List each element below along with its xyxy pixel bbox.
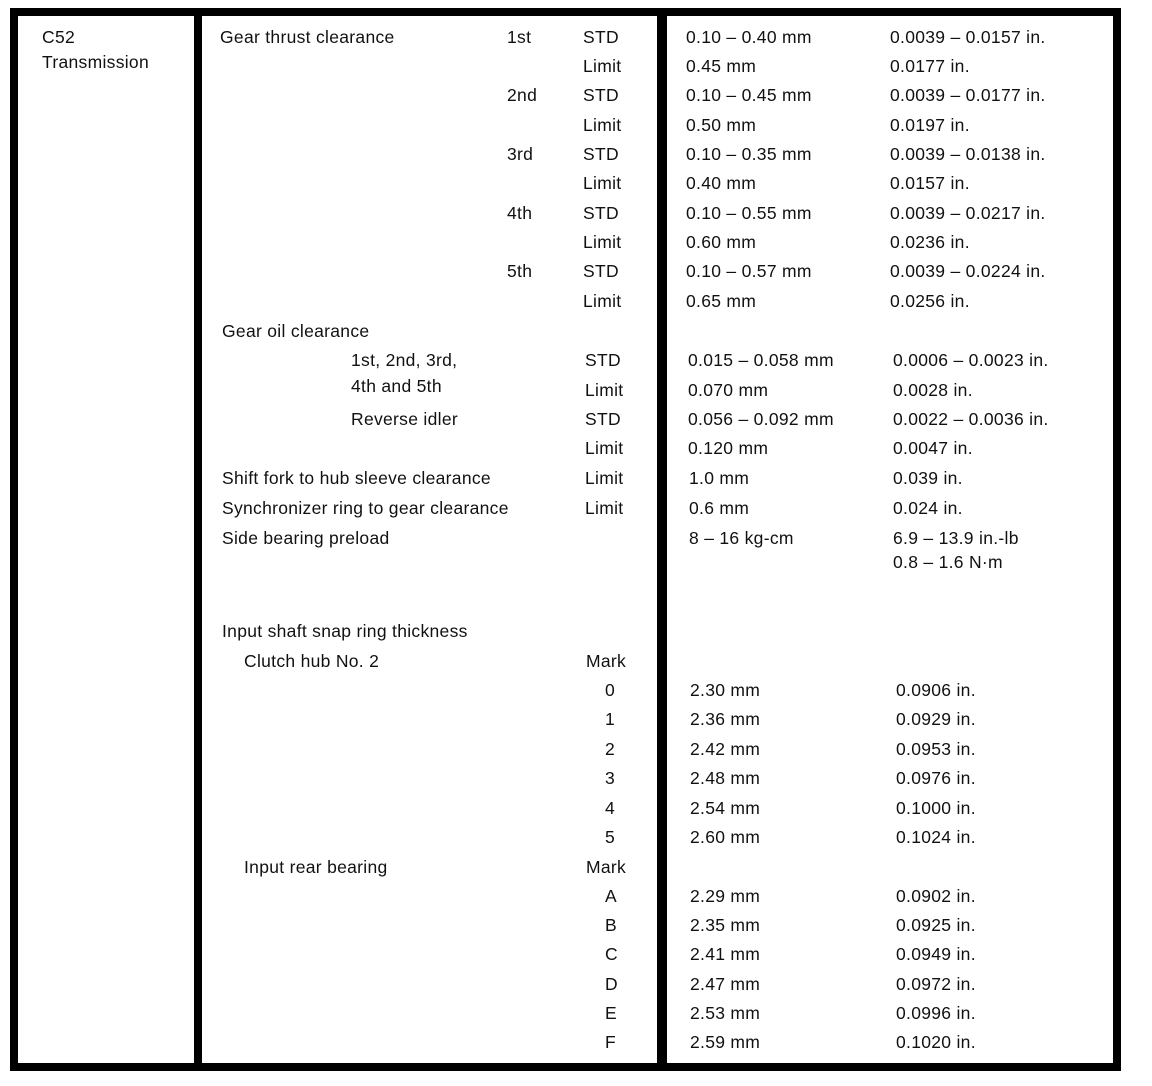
limit-mm: 0.070 mm (688, 380, 769, 400)
mark-label: Mark (586, 651, 627, 671)
gear-thrust-label: Gear thrust clearance (220, 27, 395, 47)
limit-in: 0.0197 in. (890, 115, 970, 135)
in-value: 0.1020 in. (896, 1032, 976, 1052)
limit-label: Limit (585, 438, 624, 458)
gear-label: 4th (507, 203, 533, 223)
limit-label: Limit (583, 291, 622, 311)
rear-bearing-label: Input rear bearing (244, 857, 388, 877)
std-mm: 0.10 – 0.45 mm (686, 85, 812, 105)
mark-value: 2 (605, 739, 616, 759)
limit-in: 0.0157 in. (890, 173, 970, 193)
mark-value: D (605, 974, 618, 994)
std-label: STD (583, 144, 619, 164)
bottom-border (10, 1063, 1120, 1071)
limit-mm: 0.60 mm (686, 232, 757, 252)
limit-mm: 0.40 mm (686, 173, 757, 193)
clutch-hub-label: Clutch hub No. 2 (244, 651, 380, 671)
synchro-label: Synchronizer ring to gear clearance (222, 498, 509, 518)
mark-value: C (605, 944, 618, 964)
mark-value: F (605, 1032, 616, 1052)
std-label: STD (585, 350, 621, 370)
std-in: 0.0022 – 0.0036 in. (893, 409, 1049, 429)
mm-value: 2.53 mm (690, 1003, 761, 1023)
limit-label: Limit (583, 56, 622, 76)
mm-value: 2.48 mm (690, 768, 761, 788)
gear-oil-group1-line2: 4th and 5th (351, 376, 442, 396)
side-bearing-nm: 0.8 – 1.6 N·m (893, 552, 1003, 572)
in-value: 0.0949 in. (896, 944, 976, 964)
right-border (1113, 8, 1121, 1071)
limit-label: Limit (585, 380, 624, 400)
std-in: 0.0039 – 0.0138 in. (890, 144, 1046, 164)
std-in: 0.0039 – 0.0217 in. (890, 203, 1046, 223)
synchro-mm: 0.6 mm (689, 498, 750, 518)
gear-oil-group2: Reverse idler (351, 409, 458, 429)
shift-fork-label: Shift fork to hub sleeve clearance (222, 468, 491, 488)
snap-ring-label: Input shaft snap ring thickness (222, 621, 468, 641)
column-divider-2 (657, 8, 667, 1071)
synchro-in: 0.024 in. (893, 498, 963, 518)
mark-value: A (605, 886, 617, 906)
limit-label: Limit (583, 232, 622, 252)
limit-in: 0.0028 in. (893, 380, 973, 400)
mark-value: E (605, 1003, 617, 1023)
std-label: STD (583, 261, 619, 281)
in-value: 0.0976 in. (896, 768, 976, 788)
limit-mm: 0.120 mm (688, 438, 769, 458)
left-border (10, 8, 18, 1071)
side-bearing-kgcm: 8 – 16 kg-cm (689, 528, 794, 548)
mm-value: 2.35 mm (690, 915, 761, 935)
mm-value: 2.36 mm (690, 709, 761, 729)
mm-value: 2.60 mm (690, 827, 761, 847)
limit-label: Limit (583, 173, 622, 193)
top-border (10, 8, 1120, 16)
std-label: STD (583, 27, 619, 47)
side-bearing-inlb: 6.9 – 13.9 in.-lb (893, 528, 1019, 548)
in-value: 0.0996 in. (896, 1003, 976, 1023)
column-divider-1 (194, 8, 202, 1071)
gear-label: 1st (507, 27, 532, 47)
gear-label: 3rd (507, 144, 534, 164)
limit-in: 0.0236 in. (890, 232, 970, 252)
std-mm: 0.10 – 0.40 mm (686, 27, 812, 47)
mm-value: 2.59 mm (690, 1032, 761, 1052)
section-name: Transmission (42, 52, 150, 72)
gear-label: 5th (507, 261, 533, 281)
std-in: 0.0039 – 0.0224 in. (890, 261, 1046, 281)
std-in: 0.0039 – 0.0157 in. (890, 27, 1046, 47)
limit-in: 0.0047 in. (893, 438, 973, 458)
in-value: 0.0906 in. (896, 680, 976, 700)
mark-value: B (605, 915, 617, 935)
mm-value: 2.29 mm (690, 886, 761, 906)
std-mm: 0.056 – 0.092 mm (688, 409, 834, 429)
std-mm: 0.10 – 0.35 mm (686, 144, 812, 164)
std-label: STD (583, 85, 619, 105)
mark-value: 5 (605, 827, 616, 847)
mm-value: 2.42 mm (690, 739, 761, 759)
in-value: 0.1000 in. (896, 798, 976, 818)
limit-label: Limit (585, 498, 624, 518)
section-code: C52 (42, 27, 76, 47)
mark-value: 3 (605, 768, 616, 788)
limit-in: 0.0256 in. (890, 291, 970, 311)
mm-value: 2.54 mm (690, 798, 761, 818)
mark-value: 0 (605, 680, 616, 700)
in-value: 0.0902 in. (896, 886, 976, 906)
limit-label: Limit (583, 115, 622, 135)
in-value: 0.0929 in. (896, 709, 976, 729)
mm-value: 2.30 mm (690, 680, 761, 700)
mark-label: Mark (586, 857, 627, 877)
gear-oil-label: Gear oil clearance (222, 321, 370, 341)
std-in: 0.0039 – 0.0177 in. (890, 85, 1046, 105)
limit-mm: 0.50 mm (686, 115, 757, 135)
shift-fork-in: 0.039 in. (893, 468, 963, 488)
std-in: 0.0006 – 0.0023 in. (893, 350, 1049, 370)
gear-label: 2nd (507, 85, 538, 105)
limit-mm: 0.45 mm (686, 56, 757, 76)
limit-label: Limit (585, 468, 624, 488)
in-value: 0.0953 in. (896, 739, 976, 759)
in-value: 0.0925 in. (896, 915, 976, 935)
std-mm: 0.10 – 0.57 mm (686, 261, 812, 281)
mark-value: 1 (605, 709, 616, 729)
limit-in: 0.0177 in. (890, 56, 970, 76)
std-mm: 0.10 – 0.55 mm (686, 203, 812, 223)
mark-value: 4 (605, 798, 616, 818)
gear-oil-group1-line1: 1st, 2nd, 3rd, (351, 350, 458, 370)
limit-mm: 0.65 mm (686, 291, 757, 311)
std-mm: 0.015 – 0.058 mm (688, 350, 834, 370)
side-bearing-label: Side bearing preload (222, 528, 390, 548)
mm-value: 2.47 mm (690, 974, 761, 994)
std-label: STD (583, 203, 619, 223)
mm-value: 2.41 mm (690, 944, 761, 964)
shift-fork-mm: 1.0 mm (689, 468, 750, 488)
std-label: STD (585, 409, 621, 429)
in-value: 0.1024 in. (896, 827, 976, 847)
in-value: 0.0972 in. (896, 974, 976, 994)
